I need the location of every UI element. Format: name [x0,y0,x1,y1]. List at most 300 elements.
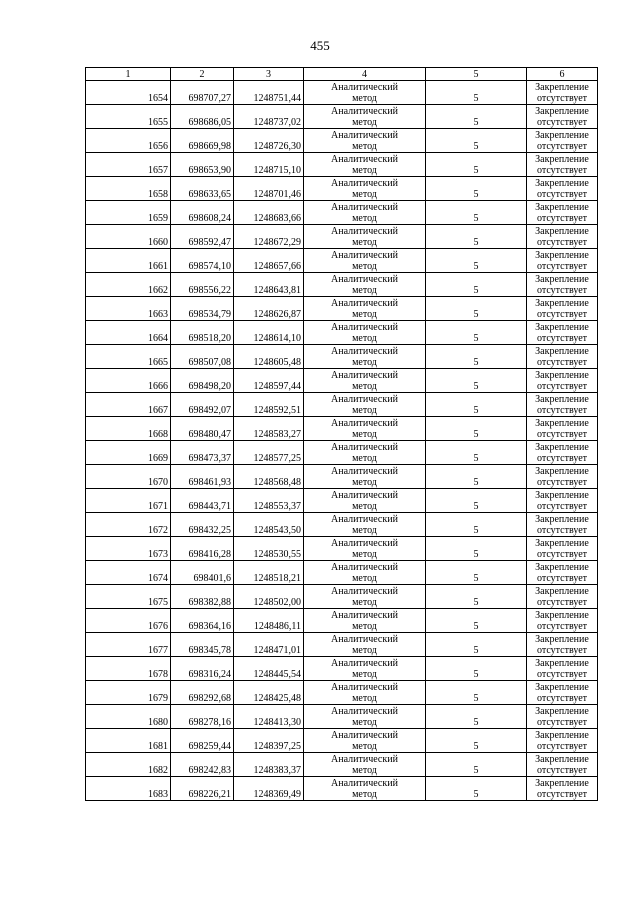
status-cell-text: отсутствует [536,621,588,632]
method-cell [304,585,426,609]
status-cell-text: отсутствует [536,405,588,416]
status-cell-text: отсутствует [536,573,588,584]
x-coordinate-cell [171,657,234,681]
method-cell-text: метод [352,717,377,728]
status-cell-text: Закрепление [535,226,589,237]
method-cell-text: Аналитический [331,154,398,165]
status-cell [527,225,598,249]
method-cell-text: Аналитический [331,418,398,429]
status-cell-text: Закрепление [535,682,589,693]
x-coordinate-cell-text: 698592,47 [188,237,231,248]
x-coordinate-cell-text: 698432,25 [188,525,231,536]
status-cell-text: Закрепление [535,370,589,381]
method-cell-text: метод [352,213,377,224]
accuracy-cell [426,393,527,417]
y-coordinate-cell [234,81,304,105]
point-number-cell [86,633,171,657]
accuracy-cell-text: 5 [473,621,479,632]
table-row [86,465,598,489]
x-coordinate-cell-text: 698492,07 [188,405,231,416]
status-cell [527,441,598,465]
method-cell-text: Аналитический [331,250,398,261]
header-cell: 3 [234,68,304,81]
point-number-cell-text: 1669 [148,453,168,464]
method-cell-text: метод [352,693,377,704]
status-cell [527,681,598,705]
method-cell-text: Аналитический [331,778,398,789]
status-cell [527,633,598,657]
y-coordinate-cell [234,129,304,153]
status-cell-text: отсутствует [536,693,588,704]
accuracy-cell-text: 5 [473,405,479,416]
point-number-cell [86,129,171,153]
accuracy-cell-text: 5 [473,333,479,344]
y-coordinate-cell [234,249,304,273]
y-coordinate-cell [234,273,304,297]
accuracy-cell [426,441,527,465]
accuracy-cell [426,369,527,393]
accuracy-cell-text: 5 [473,213,479,224]
point-number-cell-text: 1663 [148,309,168,320]
method-cell-text: метод [352,429,377,440]
x-coordinate-cell-text: 698518,20 [188,333,231,344]
table-row [86,417,598,441]
method-cell [304,225,426,249]
accuracy-cell [426,489,527,513]
status-cell-text: Закрепление [535,634,589,645]
status-cell-text: отсутствует [536,525,588,536]
y-coordinate-cell-text: 1248518,21 [253,573,301,584]
y-coordinate-cell [234,561,304,585]
method-cell-text: метод [352,597,377,608]
x-coordinate-cell-text: 698226,21 [188,789,231,800]
table-row [86,129,598,153]
y-coordinate-cell [234,633,304,657]
status-cell-text: отсутствует [536,333,588,344]
x-coordinate-cell-text: 698401,6 [193,573,231,584]
y-coordinate-cell-text: 1248626,87 [253,309,301,320]
point-number-cell-text: 1661 [148,261,168,272]
status-cell [527,657,598,681]
status-cell-text: Закрепление [535,730,589,741]
method-cell-text: метод [352,765,377,776]
x-coordinate-cell-text: 698653,90 [188,165,231,176]
point-number-cell [86,177,171,201]
status-cell [527,273,598,297]
x-coordinate-cell [171,201,234,225]
accuracy-cell-text: 5 [473,597,479,608]
y-coordinate-cell-text: 1248737,02 [253,117,301,128]
point-number-cell-text: 1682 [148,765,168,776]
x-coordinate-cell [171,441,234,465]
y-coordinate-cell [234,177,304,201]
y-coordinate-cell-text: 1248577,25 [253,453,301,464]
table-row [86,177,598,201]
point-number-cell [86,249,171,273]
status-cell-text: отсутствует [536,669,588,680]
method-cell-text: Аналитический [331,370,398,381]
point-number-cell-text: 1656 [148,141,168,152]
status-cell-text: отсутствует [536,141,588,152]
x-coordinate-cell [171,249,234,273]
accuracy-cell-text: 5 [473,693,479,704]
x-coordinate-cell [171,705,234,729]
y-coordinate-cell [234,465,304,489]
status-cell-text: отсутствует [536,93,588,104]
method-cell-text: метод [352,165,377,176]
accuracy-cell-text: 5 [473,669,479,680]
x-coordinate-cell [171,321,234,345]
status-cell-text: Закрепление [535,538,589,549]
method-cell-text: метод [352,189,377,200]
method-cell-text: метод [352,453,377,464]
method-cell [304,153,426,177]
point-number-cell-text: 1674 [148,573,168,584]
y-coordinate-cell [234,657,304,681]
accuracy-cell [426,201,527,225]
status-cell-text: отсутствует [536,789,588,800]
method-cell-text: Аналитический [331,754,398,765]
x-coordinate-cell [171,129,234,153]
point-number-cell-text: 1657 [148,165,168,176]
table-row [86,609,598,633]
x-coordinate-cell [171,681,234,705]
y-coordinate-cell-text: 1248592,51 [253,405,301,416]
y-coordinate-cell-text: 1248502,00 [253,597,301,608]
accuracy-cell [426,153,527,177]
table-row [86,585,598,609]
point-number-cell-text: 1668 [148,429,168,440]
accuracy-cell-text: 5 [473,549,479,560]
method-cell-text: Аналитический [331,274,398,285]
status-cell-text: Закрепление [535,178,589,189]
x-coordinate-cell-text: 698534,79 [188,309,231,320]
method-cell [304,513,426,537]
accuracy-cell-text: 5 [473,477,479,488]
method-cell [304,297,426,321]
status-cell [527,81,598,105]
header-cell: 5 [426,68,527,81]
method-cell [304,249,426,273]
method-cell [304,489,426,513]
status-cell-text: отсутствует [536,381,588,392]
accuracy-cell [426,681,527,705]
status-cell-text: отсутствует [536,429,588,440]
header-cell: 6 [527,68,598,81]
status-cell [527,369,598,393]
accuracy-cell [426,465,527,489]
method-cell-text: Аналитический [331,706,398,717]
y-coordinate-cell [234,585,304,609]
y-coordinate-cell [234,705,304,729]
y-coordinate-cell [234,393,304,417]
x-coordinate-cell-text: 698498,20 [188,381,231,392]
status-cell-text: отсутствует [536,357,588,368]
y-coordinate-cell-text: 1248530,55 [253,549,301,560]
method-cell [304,705,426,729]
status-cell-text: Закрепление [535,154,589,165]
y-coordinate-cell [234,321,304,345]
status-cell [527,249,598,273]
status-cell-text: Закрепление [535,130,589,141]
x-coordinate-cell-text: 698707,27 [188,93,231,104]
method-cell [304,321,426,345]
x-coordinate-cell [171,177,234,201]
status-cell [527,465,598,489]
x-coordinate-cell-text: 698345,78 [188,645,231,656]
accuracy-cell [426,633,527,657]
x-coordinate-cell [171,489,234,513]
y-coordinate-cell-text: 1248643,81 [253,285,301,296]
status-cell-text: Закрепление [535,394,589,405]
y-coordinate-cell-text: 1248683,66 [253,213,301,224]
x-coordinate-cell-text: 698686,05 [188,117,231,128]
table-row [86,249,598,273]
x-coordinate-cell [171,153,234,177]
y-coordinate-cell-text: 1248486,11 [253,621,301,632]
method-cell-text: метод [352,405,377,416]
y-coordinate-cell-text: 1248471,01 [253,645,301,656]
table-row [86,105,598,129]
x-coordinate-cell-text: 698574,10 [188,261,231,272]
method-cell-text: метод [352,261,377,272]
accuracy-cell-text: 5 [473,741,479,752]
status-cell-text: Закрепление [535,658,589,669]
point-number-cell-text: 1658 [148,189,168,200]
x-coordinate-cell-text: 698633,65 [188,189,231,200]
method-cell-text: Аналитический [331,82,398,93]
x-coordinate-cell-text: 698416,28 [188,549,231,560]
y-coordinate-cell-text: 1248751,44 [253,93,301,104]
status-cell-text: Закрепление [535,418,589,429]
accuracy-cell [426,81,527,105]
x-coordinate-cell [171,465,234,489]
accuracy-cell-text: 5 [473,381,479,392]
y-coordinate-cell-text: 1248543,50 [253,525,301,536]
accuracy-cell-text: 5 [473,261,479,272]
status-cell-text: отсутствует [536,453,588,464]
y-coordinate-cell [234,729,304,753]
accuracy-cell [426,273,527,297]
method-cell [304,201,426,225]
method-cell [304,273,426,297]
table-row [86,681,598,705]
y-coordinate-cell-text: 1248726,30 [253,141,301,152]
method-cell-text: метод [352,477,377,488]
y-coordinate-cell [234,753,304,777]
table-row [86,297,598,321]
method-cell-text: Аналитический [331,466,398,477]
table-row [86,729,598,753]
x-coordinate-cell-text: 698480,47 [188,429,231,440]
point-number-cell-text: 1659 [148,213,168,224]
method-cell [304,81,426,105]
method-cell [304,441,426,465]
method-cell-text: метод [352,309,377,320]
status-cell [527,177,598,201]
accuracy-cell-text: 5 [473,525,479,536]
accuracy-cell-text: 5 [473,93,479,104]
accuracy-cell-text: 5 [473,717,479,728]
y-coordinate-cell-text: 1248715,10 [253,165,301,176]
table-row [86,321,598,345]
point-number-cell [86,321,171,345]
point-number-cell [86,513,171,537]
accuracy-cell-text: 5 [473,165,479,176]
y-coordinate-cell-text: 1248397,25 [253,741,301,752]
y-coordinate-cell [234,297,304,321]
page-number: 455 [310,38,330,53]
accuracy-cell-text: 5 [473,357,479,368]
method-cell-text: Аналитический [331,634,398,645]
x-coordinate-cell [171,225,234,249]
status-cell-text: Закрепление [535,274,589,285]
x-coordinate-cell [171,297,234,321]
x-coordinate-cell [171,561,234,585]
method-cell-text: Аналитический [331,562,398,573]
method-cell-text: метод [352,501,377,512]
x-coordinate-cell-text: 698278,16 [188,717,231,728]
status-cell-text: отсутствует [536,213,588,224]
point-number-cell-text: 1660 [148,237,168,248]
accuracy-cell [426,177,527,201]
status-cell [527,321,598,345]
status-cell [527,753,598,777]
y-coordinate-cell [234,441,304,465]
method-cell-text: метод [352,549,377,560]
accuracy-cell [426,249,527,273]
x-coordinate-cell-text: 698556,22 [188,285,231,296]
x-coordinate-cell [171,777,234,801]
method-cell [304,129,426,153]
method-cell [304,537,426,561]
status-cell [527,201,598,225]
table-row [86,273,598,297]
point-number-cell [86,417,171,441]
accuracy-cell [426,513,527,537]
method-cell [304,345,426,369]
y-coordinate-cell-text: 1248672,29 [253,237,301,248]
table-row [86,513,598,537]
status-cell [527,129,598,153]
y-coordinate-cell [234,153,304,177]
method-cell-text: метод [352,645,377,656]
x-coordinate-cell [171,273,234,297]
table-row [86,345,598,369]
accuracy-cell-text: 5 [473,573,479,584]
method-cell-text: метод [352,117,377,128]
x-coordinate-cell [171,729,234,753]
x-coordinate-cell [171,753,234,777]
accuracy-cell [426,657,527,681]
method-cell-text: метод [352,141,377,152]
table-row [86,225,598,249]
x-coordinate-cell [171,369,234,393]
status-cell [527,537,598,561]
point-number-cell [86,537,171,561]
x-coordinate-cell-text: 698316,24 [188,669,231,680]
method-cell-text: Аналитический [331,730,398,741]
table-row [86,561,598,585]
status-cell-text: Закрепление [535,514,589,525]
point-number-cell-text: 1665 [148,357,168,368]
status-cell-text: отсутствует [536,309,588,320]
y-coordinate-cell [234,105,304,129]
method-cell [304,465,426,489]
y-coordinate-cell-text: 1248425,48 [253,693,301,704]
status-cell-text: Закрепление [535,322,589,333]
method-cell-text: Аналитический [331,322,398,333]
status-cell-text: Закрепление [535,490,589,501]
y-coordinate-cell-text: 1248445,54 [253,669,301,680]
table-row [86,393,598,417]
method-cell-text: Аналитический [331,346,398,357]
x-coordinate-cell-text: 698461,93 [188,477,231,488]
point-number-cell [86,345,171,369]
point-number-cell-text: 1667 [148,405,168,416]
status-cell-text: отсутствует [536,549,588,560]
x-coordinate-cell-text: 698242,83 [188,765,231,776]
coordinates-table [85,67,598,801]
point-number-cell-text: 1675 [148,597,168,608]
method-cell [304,729,426,753]
method-cell [304,777,426,801]
table-row [86,153,598,177]
method-cell [304,177,426,201]
accuracy-cell-text: 5 [473,237,479,248]
method-cell [304,417,426,441]
point-number-cell [86,273,171,297]
status-cell [527,729,598,753]
method-cell [304,561,426,585]
point-number-cell [86,81,171,105]
method-cell [304,753,426,777]
status-cell [527,777,598,801]
accuracy-cell-text: 5 [473,117,479,128]
accuracy-cell [426,729,527,753]
y-coordinate-cell-text: 1248605,48 [253,357,301,368]
method-cell-text: Аналитический [331,586,398,597]
method-cell-text: Аналитический [331,178,398,189]
x-coordinate-cell-text: 698364,16 [188,621,231,632]
status-cell-text: отсутствует [536,237,588,248]
status-cell [527,561,598,585]
accuracy-cell-text: 5 [473,453,479,464]
x-coordinate-cell [171,609,234,633]
point-number-cell [86,657,171,681]
status-cell-text: Закрепление [535,202,589,213]
status-cell [527,513,598,537]
method-cell [304,657,426,681]
point-number-cell [86,561,171,585]
header-cell: 4 [304,68,426,81]
table-row [86,489,598,513]
y-coordinate-cell [234,489,304,513]
method-cell-text: метод [352,573,377,584]
accuracy-cell [426,105,527,129]
point-number-cell-text: 1673 [148,549,168,560]
status-cell [527,585,598,609]
status-cell [527,489,598,513]
point-number-cell-text: 1662 [148,285,168,296]
table-row [86,657,598,681]
method-cell [304,633,426,657]
status-cell-text: отсутствует [536,285,588,296]
point-number-cell-text: 1683 [148,789,168,800]
method-cell-text: метод [352,93,377,104]
method-cell-text: Аналитический [331,514,398,525]
status-cell-text: отсутствует [536,597,588,608]
